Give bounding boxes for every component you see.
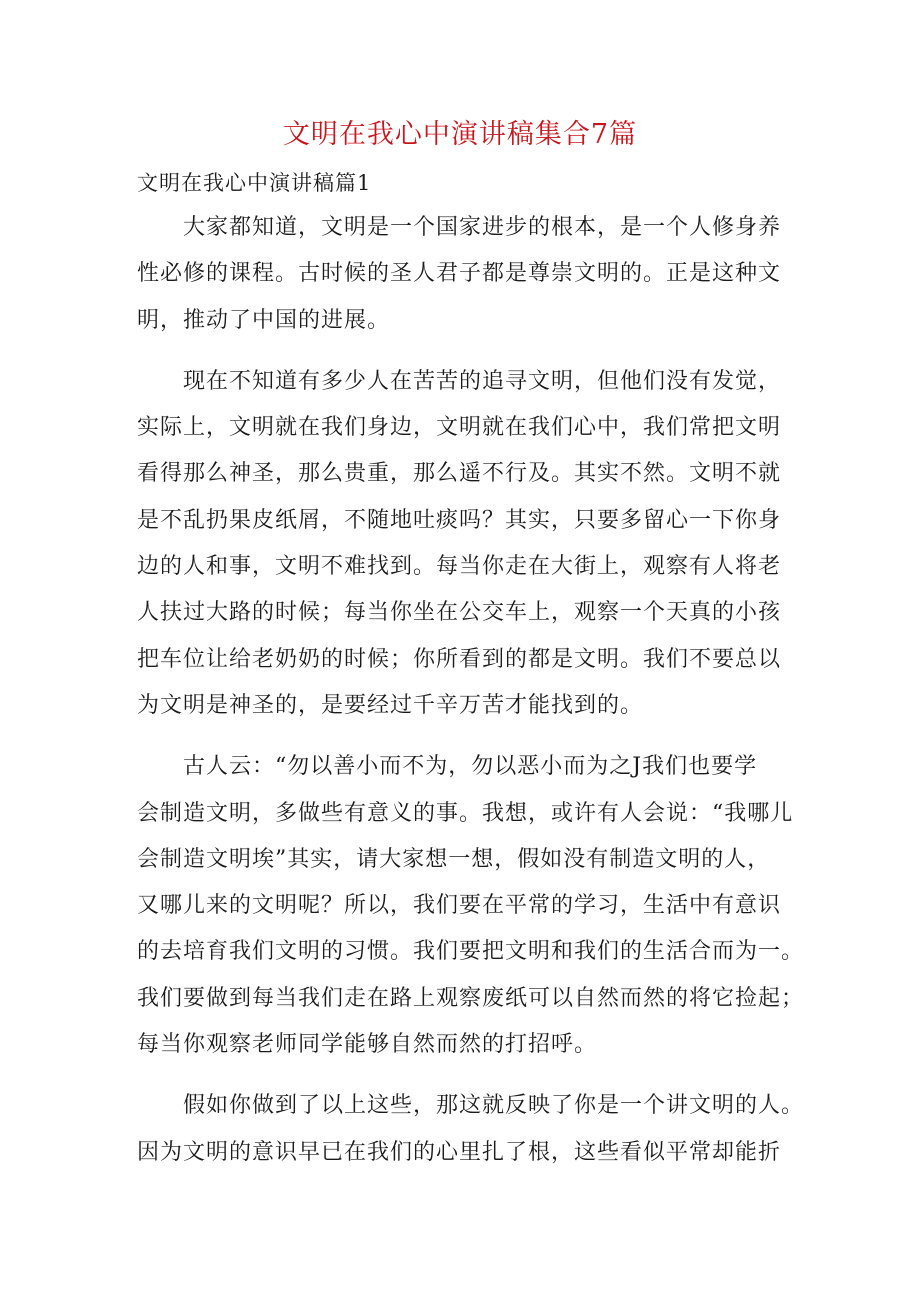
paragraph-line: 边的人和事，文明不难找到。每当你走在大街上，观察有人将老 <box>137 554 782 580</box>
paragraph-line: 把车位让给老奶奶的时候；你所看到的都是文明。我们不要总以 <box>137 646 782 672</box>
paragraph-line: 人扶过大路的时候；每当你坐在公交车上，观察一个天真的小孩 <box>137 600 782 626</box>
paragraph-line: 会制造文明埃”其实，请大家想一想，假如没有制造文明的人， <box>137 846 771 872</box>
paragraph-line: 看得那么神圣，那么贵重，那么遥不行及。其实不然。文明不就 <box>137 461 782 487</box>
paragraph-line: 大家都知道，文明是一个国家进步的根本，是一个人修身养 <box>183 215 782 240</box>
paragraph-line: 是不乱扔果皮纸屑，不随地吐痰吗？其实，只要多留心一下你身 <box>137 507 782 533</box>
paragraph-line: 因为文明的意识早已在我们的心里扎了根，这些看似平常却能折 <box>137 1139 782 1165</box>
paragraph-line: 古人云：“勿以善小而不为，勿以恶小而为之J我们也要学 <box>183 754 758 780</box>
paragraph-line: 假如你做到了以上这些，那这就反映了你是一个讲文明的人。 <box>183 1093 805 1119</box>
paragraph-2 <box>137 359 805 729</box>
paragraph-line: 为文明是神圣的，是要经过千辛万苦才能找到的。 <box>137 692 644 718</box>
paragraph-line: 性必修的课程。古时候的圣人君子都是尊崇文明的。正是这种文 <box>137 261 782 287</box>
paragraph-1 <box>137 205 805 344</box>
section-heading: 文明在我心中演讲稿篇1 <box>137 171 372 195</box>
paragraph-3 <box>137 744 805 1068</box>
paragraph-line: 现在不知道有多少人在苦苦的追寻文明，但他们没有发觉， <box>183 368 782 394</box>
paragraph-line: 我们要做到每当我们走在路上观察废纸可以自然而然的将它捡起； <box>137 985 805 1011</box>
paragraph-line: 明，推动了中国的进展。 <box>137 307 391 333</box>
paragraph-line: 会制造文明，多做些有意义的事。我想，或许有人会说：“我哪儿 <box>137 800 794 826</box>
paragraph-line: 又哪儿来的文明呢？所以，我们要在平常的学习，生活中有意识 <box>137 893 782 919</box>
document-body <box>137 205 805 1191</box>
paragraph-4 <box>137 1083 805 1176</box>
paragraph-line: 每当你观察老师同学能够自然而然的打招呼。 <box>137 1032 598 1058</box>
document-title: 文明在我心中演讲稿集合7篇 <box>282 119 638 150</box>
paragraph-line: 实际上，文明就在我们身边，文明就在我们心中，我们常把文明 <box>137 415 782 441</box>
paragraph-line: 的去培育我们文明的习惯。我们要把文明和我们的生活合而为一。 <box>137 939 805 965</box>
